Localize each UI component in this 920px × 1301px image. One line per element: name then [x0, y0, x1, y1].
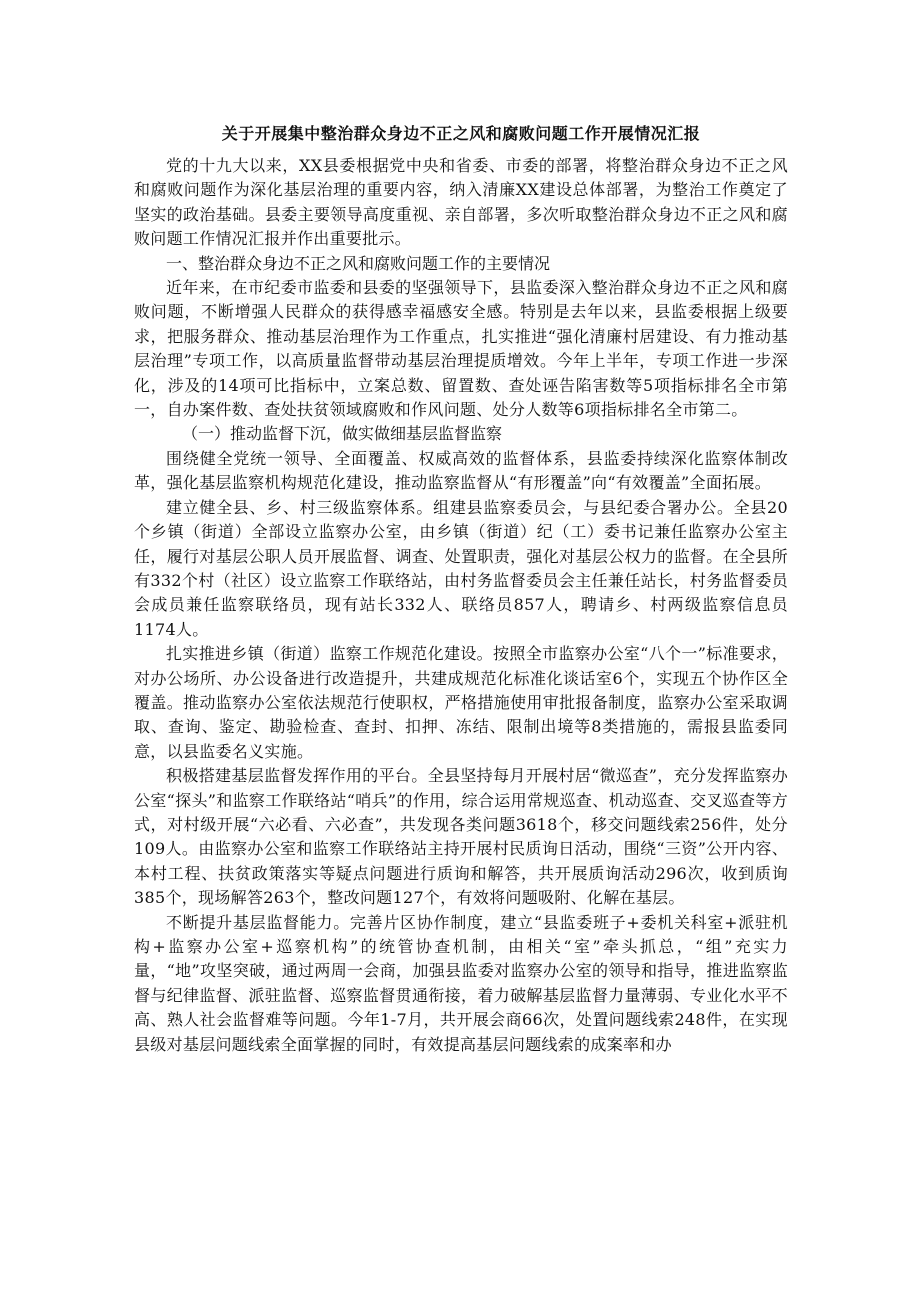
intro-paragraph: 党的十九大以来，XX县委根据党中央和省委、市委的部署，将整治群众身边不正之风和腐败问题作为深化基层治理的重要内容，纳入清廉XX建设总体部署，为整治工作奠定了坚实的政治基础。县委主要领导高度重视、亲自部署，多次听取整治群众身边不正之风和腐败问题工作情况汇报并作出重要批示。	[134, 156, 788, 249]
section-1-paragraph: 近年来，在市纪委市监委和县委的坚强领导下，县监委深入整治群众身边不正之风和腐败问题，不断增强人民群众的获得感幸福感安全感。特别是去年以来，县监委根据上级要求，把服务群众、推动基层治理作为工作重点，扎实推进“强化清廉村居建设、有力推动基层治理”专项工作，以高质量监督带动基层治理提质增效。今年上半年，专项工作进一步深化，涉及的14项可比指标中，立案总数、留置数、查处诬告陷害数等5项指标排名全市第一，自办案件数、查处扶贫领域腐败和作风问题、处分人数等6项指标排名全市第二。	[134, 278, 788, 420]
subsection-1-heading: （一）推动监督下沉，做实做细基层监督监察	[182, 424, 503, 444]
section-1-heading: 一、整治群众身边不正之风和腐败问题工作的主要情况	[166, 253, 551, 273]
subsection-1-intro: 围绕健全党统一领导、全面覆盖、权威高效的监督体系，县监委持续深化监察体制改革，强化基层监察机构规范化建设，推动监察监督从“有形覆盖”向“有效覆盖”全面拓展。	[134, 448, 788, 493]
paragraph-supervision-system: 建立健全县、乡、村三级监察体系。组建县监察委员会，与县纪委合署办公。全县20个乡镇（街道）全部设立监察办公室，由乡镇（街道）纪（工）委书记兼任监察办公室主任，履行对基层公职人员开展监督、调查、处置职责，强化对基层公权力的监督。在全县所有332个村（社区）设立监察工作联络站，由村务监督委员会主任兼任站长，村务监督委员会成员兼任监察联络员，现有站长332人、联络员857人，聘请乡、村两级监察信息员1174人。	[134, 497, 788, 639]
document-page	[134, 122, 788, 1057]
paragraph-standardization: 扎实推进乡镇（街道）监察工作规范化建设。按照全市监察办公室“八个一”标准要求，对办公场所、办公设备进行改造提升，共建成规范化标准化谈话室6个，实现五个协作区全覆盖。推动监察办公室依法规范行使职权，严格措施使用审批报备制度，监察办公室采取调取、查询、鉴定、勘验检查、查封、扣押、冻结、限制出境等8类措施的，需报县监委同意，以县监委名义实施。	[134, 644, 788, 761]
paragraph-platform: 积极搭建基层监督发挥作用的平台。全县坚持每月开展村居“微巡查”，充分发挥监察办公室“探头”和监察工作联络站“哨兵”的作用，综合运用常规巡查、机动巡查、交叉巡查等方式，对村级开展“六必看、六必查”，共发现各类问题3618个，移交问题线索256件，处分109人。由监察办公室和监察工作联络站主持开展村民质询日活动，围绕“三资”公开内容、本村工程、扶贫政策落实等疑点问题进行质询和解答，共开展质询活动296次，收到质询385个，现场解答263个，整改问题127个，有效将问题吸附、化解在基层。	[134, 766, 788, 908]
paragraph-capacity: 不断提升基层监督能力。完善片区协作制度，建立“县监委班子+委机关科室+派驻机构+监察办公室+巡察机构”的统管协查机制，由相关“室”牵头抓总，“组”充实力量，“地”攻坚突破，通过两周一会商，加强县监委对监察办公室的领导和指导，推进监察监督与纪律监督、派驻监督、巡察监督贯通衔接，着力破解基层监督力量薄弱、专业化水平不高、熟人社会监督难等问题。今年1-7月，共开展会商66次，处置问题线索248件，在实现县级对基层问题线索全面掌握的同时，有效提高基层问题线索的成案率和办	[134, 912, 788, 1054]
document-title: 关于开展集中整治群众身边不正之风和腐败问题工作开展情况汇报	[221, 124, 701, 143]
